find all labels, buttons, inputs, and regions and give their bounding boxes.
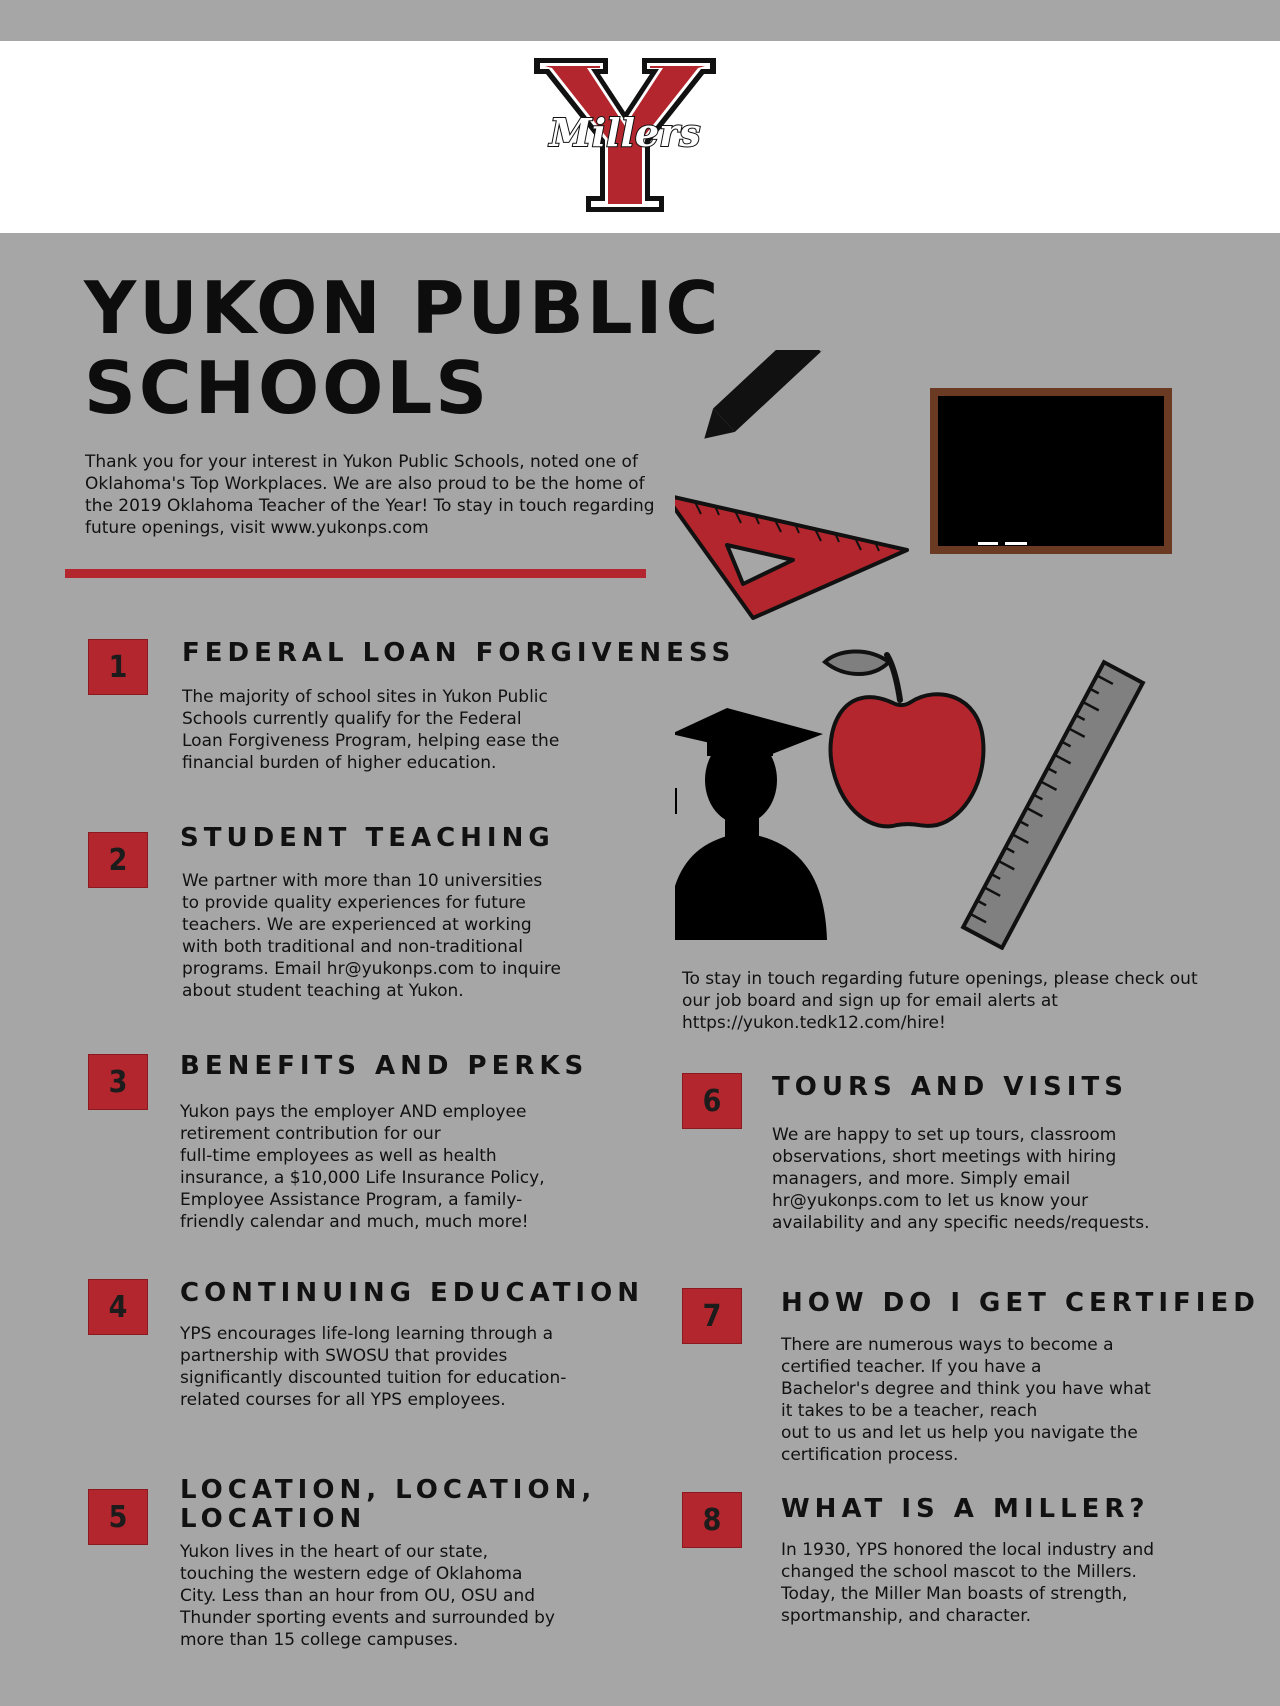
section-body-certified: There are numerous ways to become a certified teacher. If you have a Bachelor's degree and think you have what it takes to be a teacher, reach out to us and let us help you navigate the certification process. [781,1335,1151,1465]
section-body-benefits: Yukon pays the employer AND employee retirement contribution for our full-time employees as well as health insurance, a $10,000 Life Insurance Policy, Employee Assistance Program, a family- friendly calendar and much, much more! [180,1102,545,1232]
red-divider [65,569,646,578]
section-heading-location-line-1: LOCATION, LOCATION, [180,1475,597,1505]
section-number-6: 6 [682,1073,742,1129]
section-body-student-teaching: We partner with more than 10 universities to provide quality experiences for future teachers. We are experienced at working with both traditional and non-traditional programs. Email hr@yukonps.com to inquire about student teaching at Yukon. [182,871,561,1001]
section-body-miller: In 1930, YPS honored the local industry and changed the school mascot to the Millers. Today, the Miller Man boasts of strength, sportmanship, and character. [781,1540,1155,1626]
job-board-note: To stay in touch regarding future openings, please check out our job board and sign up for email alerts at https://yukon.tedk12.com/hire! [682,969,1198,1033]
section-number-2: 2 [88,832,148,888]
section-heading-location [180,1476,596,1534]
pencil-icon [693,350,845,450]
section-body-loan-forgiveness: The majority of school sites in Yukon Public Schools currently qualify for the Federal Loan Forgiveness Program, helping ease the financial burden of higher education. [182,687,560,773]
section-number-5: 5 [88,1489,148,1545]
section-heading-benefits: BENEFITS AND PERKS [180,1051,589,1081]
intro-paragraph: Thank you for your interest in Yukon Public Schools, noted one of Oklahoma's Top Workplaces. We are also proud to be the home of the 2019 Oklahoma Teacher of the Year! To stay in touch regarding future openings, visit www.yukonps.com [85,452,655,538]
section-number-8: 8 [682,1492,742,1548]
millers-y-logo [530,54,720,216]
title-line-2: SCHOOLS [84,346,491,430]
section-heading-tours: TOURS AND VISITS [772,1072,1128,1102]
section-number-7: 7 [682,1288,742,1344]
apple-icon [825,651,983,826]
section-body-location: Yukon lives in the heart of our state, touching the western edge of Oklahoma City. Less than an hour from OU, OSU and Thunder sporting events and surrounded by more than 15 college campuses. [180,1542,555,1650]
chalkboard-icon [930,388,1172,554]
page-title [84,268,724,428]
section-number-4: 4 [88,1279,148,1335]
section-heading-loan-forgiveness: FEDERAL LOAN FORGIVENESS [182,638,736,668]
section-body-continuing-education: YPS encourages life-long learning through a partnership with SWOSU that provides significantly discounted tuition for education- related courses for all YPS employees. [180,1324,567,1410]
section-heading-continuing-education: CONTINUING EDUCATION [180,1278,644,1308]
graduate-icon [675,708,827,940]
section-heading-location-line-2: LOCATION [180,1504,367,1534]
title-line-1: YUKON PUBLIC [84,266,722,350]
section-heading-miller: WHAT IS A MILLER? [781,1494,1150,1524]
section-heading-student-teaching: STUDENT TEACHING [180,823,555,853]
illustration-cluster [675,350,1235,950]
section-number-3: 3 [88,1054,148,1110]
ruler-icon [963,662,1143,948]
millers-script-text: Millers [549,110,701,155]
set-square-icon [675,495,907,618]
section-number-1: 1 [88,639,148,695]
section-heading-certified: HOW DO I GET CERTIFIED [781,1288,1260,1318]
section-body-tours: We are happy to set up tours, classroom observations, short meetings with hiring managers, and more. Simply email hr@yukonps.com to let us know your availability and any specific needs/requests. [772,1125,1150,1233]
